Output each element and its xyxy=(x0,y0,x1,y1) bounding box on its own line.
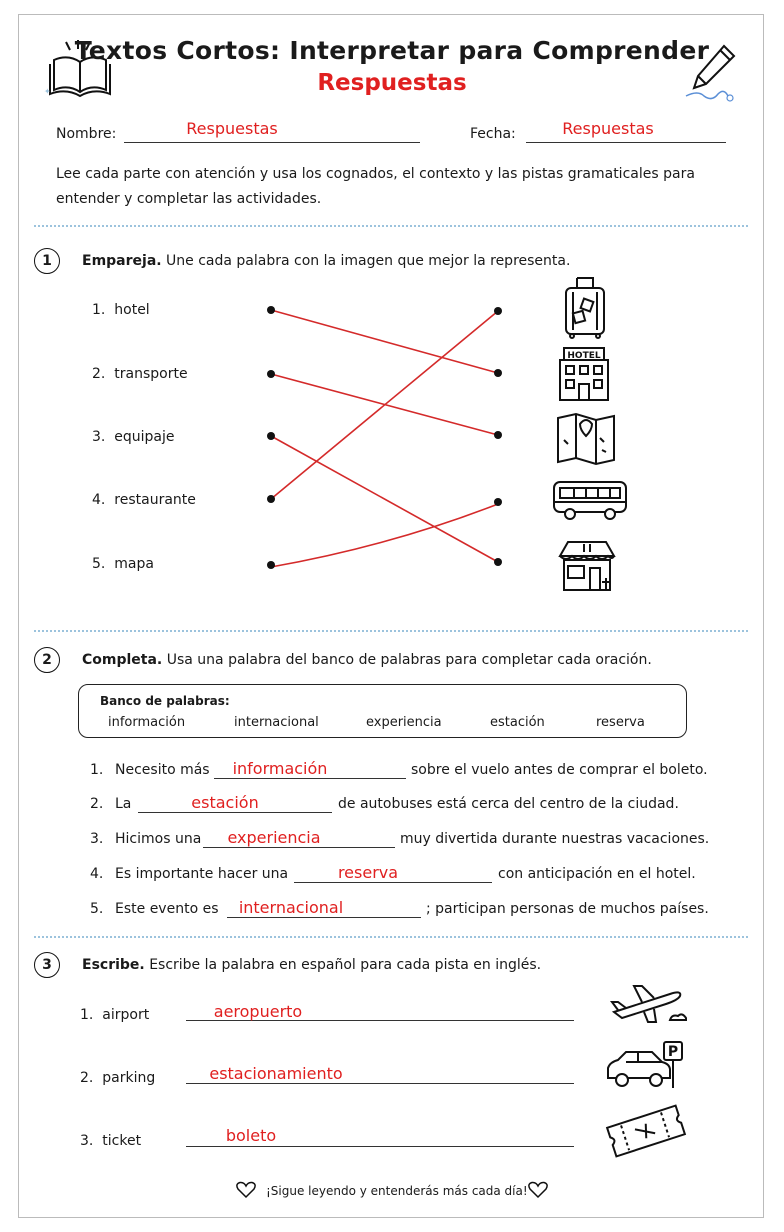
match-item xyxy=(92,492,196,508)
hotel-building-icon xyxy=(554,344,614,404)
divider xyxy=(34,630,748,632)
answer-line xyxy=(138,812,332,813)
answer-line xyxy=(294,882,492,883)
right-dot[interactable] xyxy=(494,307,502,315)
clue-item xyxy=(80,1007,149,1023)
section-text: Usa una palabra del banco de palabras para completar cada oración. xyxy=(166,652,652,668)
match-line xyxy=(271,311,498,499)
suitcase-icon xyxy=(560,274,610,340)
match-word: hotel xyxy=(114,302,150,318)
answer-line xyxy=(186,1083,574,1084)
sentence-before: Necesito más xyxy=(115,762,210,778)
left-dot[interactable] xyxy=(267,561,275,569)
page-title: Textos Cortos: Interpretar para Comprender xyxy=(74,36,710,65)
heart-icon xyxy=(528,1181,548,1199)
right-dot[interactable] xyxy=(494,498,502,506)
bus-icon xyxy=(550,476,630,524)
sentence-before: Hicimos una xyxy=(115,831,202,847)
answer-line xyxy=(214,778,406,779)
answer-line xyxy=(227,917,421,918)
sentence-number: 2. xyxy=(90,796,104,812)
left-dot[interactable] xyxy=(267,432,275,440)
sentence-number: 4. xyxy=(90,866,104,882)
word-bank-word: experiencia xyxy=(366,715,442,730)
svg-text:✦: ✦ xyxy=(44,87,51,96)
right-dot[interactable] xyxy=(494,369,502,377)
clue-item xyxy=(80,1133,141,1149)
sentence-number: 1. xyxy=(90,762,104,778)
match-number: 5. xyxy=(92,556,106,572)
answer-text: boleto xyxy=(225,1126,277,1145)
answer-text: estacionamiento xyxy=(209,1064,343,1083)
name-label: Nombre: xyxy=(56,126,117,142)
answer-text: experiencia xyxy=(227,828,321,847)
match-line xyxy=(271,310,498,373)
heart-icon xyxy=(236,1181,256,1199)
match-item xyxy=(92,556,154,572)
sentence-number: 5. xyxy=(90,901,104,917)
right-dot[interactable] xyxy=(494,558,502,566)
answer-line xyxy=(203,847,395,848)
clue-number: 3. xyxy=(80,1133,94,1149)
airplane-icon xyxy=(604,982,688,1026)
sentence-after: ; participan personas de muchos países. xyxy=(426,901,709,917)
clue-item xyxy=(80,1070,155,1086)
section-title: Escribe. xyxy=(82,957,145,973)
sentence-before: La xyxy=(115,796,132,812)
parking-sign-text: P xyxy=(667,1044,679,1060)
left-dot[interactable] xyxy=(267,495,275,503)
answer-text: estación xyxy=(191,793,259,812)
name-line xyxy=(124,142,420,143)
clue-word: airport xyxy=(102,1007,150,1023)
answer-line xyxy=(186,1146,574,1147)
instructions: Lee cada parte con atención y usa los cognados, el contexto y las pistas gramaticales para entender y completar las actividades. xyxy=(56,166,695,207)
right-dot[interactable] xyxy=(494,431,502,439)
section-number: 2 xyxy=(34,647,60,673)
answer-text: internacional xyxy=(238,898,344,917)
section-number: 3 xyxy=(34,952,60,978)
sentence-after: muy divertida durante nuestras vacaciones. xyxy=(400,831,710,847)
match-line xyxy=(271,436,498,562)
match-number: 3. xyxy=(92,429,106,445)
hotel-sign-text: HOTEL xyxy=(567,351,601,361)
car-parking-icon xyxy=(604,1040,688,1092)
section-heading xyxy=(82,253,570,269)
left-dot[interactable] xyxy=(267,370,275,378)
word-bank-word: información xyxy=(108,715,186,730)
divider xyxy=(34,936,748,938)
map-icon xyxy=(554,410,618,466)
footer-message: ¡Sigue leyendo y entenderás más cada día! xyxy=(266,1184,528,1198)
match-number: 1. xyxy=(92,302,106,318)
sentence-after: de autobuses está cerca del centro de la ciudad. xyxy=(338,796,679,812)
section-title: Empareja. xyxy=(82,253,162,269)
sentence-before: Es importante hacer una xyxy=(115,866,289,882)
answer-text: reserva xyxy=(337,863,399,882)
matching-lines xyxy=(260,298,510,578)
clue-number: 2. xyxy=(80,1070,94,1086)
answer-text: información xyxy=(232,759,328,778)
sentence-number: 3. xyxy=(90,831,104,847)
restaurant-icon xyxy=(554,532,620,594)
sentence-after: sobre el vuelo antes de comprar el boleto. xyxy=(411,762,708,778)
match-line xyxy=(271,504,498,567)
clue-number: 1. xyxy=(80,1007,94,1023)
match-word: restaurante xyxy=(114,492,196,508)
page-subtitle: Respuestas xyxy=(317,70,467,96)
match-word: transporte xyxy=(114,366,188,382)
section-number: 1 xyxy=(34,248,60,274)
date-label: Fecha: xyxy=(470,126,516,142)
word-bank-word: reserva xyxy=(596,715,645,730)
section-heading xyxy=(82,957,541,973)
section-text: Une cada palabra con la imagen que mejor la representa. xyxy=(166,253,571,269)
word-bank-word: internacional xyxy=(234,715,319,730)
left-dot[interactable] xyxy=(267,306,275,314)
clue-word: ticket xyxy=(102,1133,142,1149)
date-line xyxy=(526,142,726,143)
match-item xyxy=(92,302,150,318)
clue-word: parking xyxy=(102,1070,156,1086)
ticket-icon xyxy=(604,1102,688,1160)
match-word: equipaje xyxy=(114,429,175,445)
answer-text: aeropuerto xyxy=(213,1002,303,1021)
section-title: Completa. xyxy=(82,652,163,668)
word-bank-word: estación xyxy=(490,715,545,730)
match-number: 4. xyxy=(92,492,106,508)
divider xyxy=(34,225,748,227)
section-text: Escribe la palabra en español para cada pista en inglés. xyxy=(149,957,542,973)
sentence-before: Este evento es xyxy=(115,901,219,917)
match-item xyxy=(92,429,175,445)
match-word: mapa xyxy=(114,556,154,572)
match-item xyxy=(92,366,188,382)
date-value: Respuestas xyxy=(562,119,654,138)
sentence-after: con anticipación en el hotel. xyxy=(498,866,696,882)
match-number: 2. xyxy=(92,366,106,382)
name-value: Respuestas xyxy=(186,119,278,138)
section-heading xyxy=(82,652,652,668)
word-bank-title: Banco de palabras: xyxy=(100,694,230,708)
